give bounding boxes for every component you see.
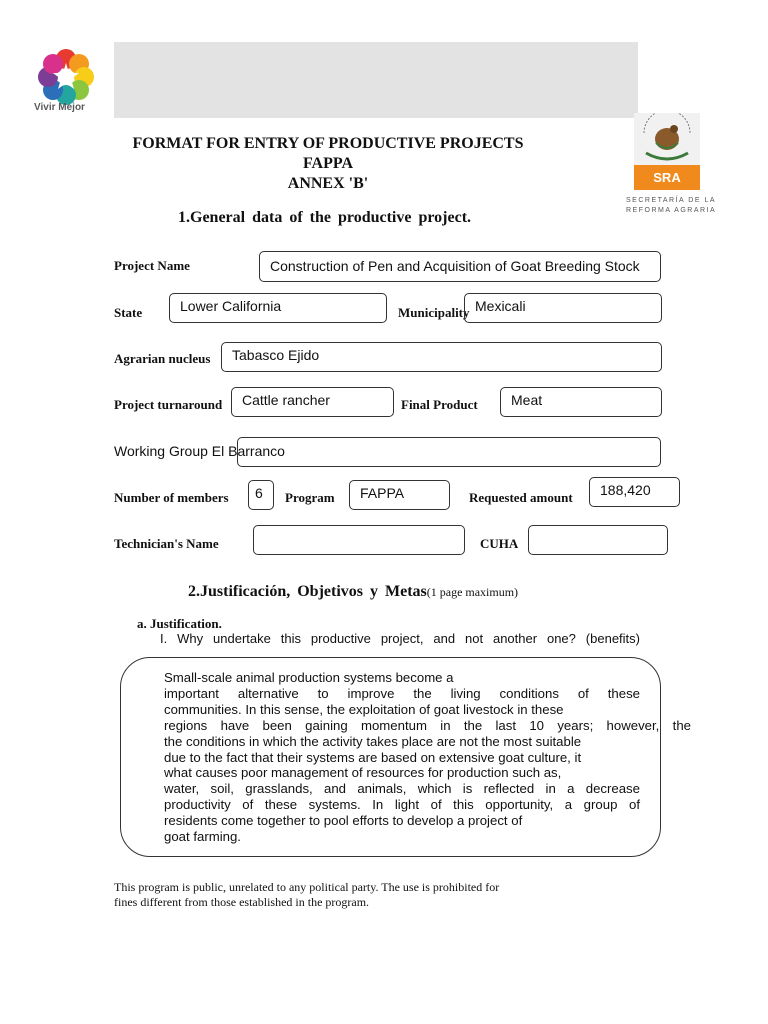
requested-amount-label: Requested amount bbox=[469, 490, 573, 505]
cuha-field[interactable] bbox=[528, 525, 668, 555]
justification-text bbox=[164, 670, 691, 845]
municipality-field[interactable]: Mexicali bbox=[464, 293, 662, 323]
document-title-line3: ANNEX 'B' bbox=[287, 175, 369, 192]
technician-name-label: Technician's Name bbox=[114, 536, 219, 551]
justification-line: Small-scale animal production systems become a bbox=[164, 670, 454, 685]
agrarian-nucleus-field[interactable]: Tabasco Ejido bbox=[221, 342, 662, 372]
working-group-label: Working Group El Barranco bbox=[114, 443, 285, 459]
sra-logo-box: SRA bbox=[634, 165, 700, 190]
project-turnaround-field[interactable]: Cattle rancher bbox=[231, 387, 394, 417]
document-title-line1: FORMAT FOR ENTRY OF PRODUCTIVE PROJECTS bbox=[132, 135, 524, 152]
municipality-label: Municipality bbox=[398, 305, 470, 320]
state-label: State bbox=[114, 305, 143, 320]
number-of-members-field[interactable]: 6 bbox=[248, 480, 274, 510]
justification-line: residents come together to pool efforts to develop a project of bbox=[164, 813, 523, 829]
section2-heading-note: (1 page maximum) bbox=[426, 585, 519, 599]
justification-question: I. Why undertake this productive project, and not another one? (benefits) bbox=[160, 631, 640, 646]
justification-line: what causes poor management of resources for production such as, bbox=[164, 765, 562, 781]
technician-name-field[interactable] bbox=[253, 525, 465, 555]
sra-logo-line2: REFORMA AGRARIA bbox=[626, 207, 717, 214]
sra-logo-line1: SECRETARÍA DE LA bbox=[626, 197, 717, 204]
disclaimer-line1: This program is public, unrelated to any political party. The use is prohibited for bbox=[114, 880, 500, 894]
cuha-label: CUHA bbox=[480, 536, 519, 551]
state-field[interactable]: Lower California bbox=[169, 293, 387, 323]
program-field[interactable]: FAPPA bbox=[349, 480, 450, 510]
project-name-label: Project Name bbox=[114, 258, 190, 273]
project-turnaround-label: Project turnaround bbox=[114, 397, 223, 412]
justification-line: regions have been gaining momentum in the last 10 years; however, the bbox=[164, 717, 691, 733]
justification-line: important alternative to improve the living conditions of these bbox=[164, 685, 640, 701]
document-title-line2: FAPPA bbox=[302, 155, 354, 172]
working-group-field[interactable] bbox=[237, 437, 661, 467]
justification-line: goat farming. bbox=[164, 829, 241, 845]
justification-line: communities. In this sense, the exploitation of goat livestock in these bbox=[164, 701, 564, 717]
justification-line: productivity of these systems. In light of this opportunity, a group of bbox=[164, 797, 640, 813]
justification-line: the conditions in which the activity takes place are not the most suitable bbox=[164, 733, 582, 749]
program-label: Program bbox=[285, 490, 335, 505]
justification-line: due to the fact that their systems are based on extensive goat culture, it bbox=[164, 749, 582, 765]
justification-line: water, soil, grasslands, and animals, which is reflected in a decrease bbox=[164, 781, 640, 797]
final-product-label: Final Product bbox=[401, 397, 478, 412]
vivir-mejor-logo-text: Vivir Mejor bbox=[34, 102, 85, 113]
section1-heading: 1.General data of the productive project. bbox=[178, 209, 472, 226]
final-product-field[interactable]: Meat bbox=[500, 387, 662, 417]
header-banner-placeholder bbox=[114, 42, 638, 118]
number-of-members-label: Number of members bbox=[114, 490, 229, 505]
disclaimer-line2: fines different from those established in the program. bbox=[114, 895, 370, 909]
justification-label: a. Justification. bbox=[137, 616, 222, 631]
requested-amount-field[interactable]: 188,420 bbox=[589, 477, 680, 507]
disclaimer bbox=[114, 880, 574, 910]
section2-heading-text: 2.Justificación, Objetivos y Metas bbox=[188, 583, 427, 600]
project-name-field[interactable]: Construction of Pen and Acquisition of Goat Breeding Stock bbox=[259, 251, 661, 282]
section2-heading bbox=[188, 583, 518, 601]
agrarian-nucleus-label: Agrarian nucleus bbox=[114, 351, 211, 366]
